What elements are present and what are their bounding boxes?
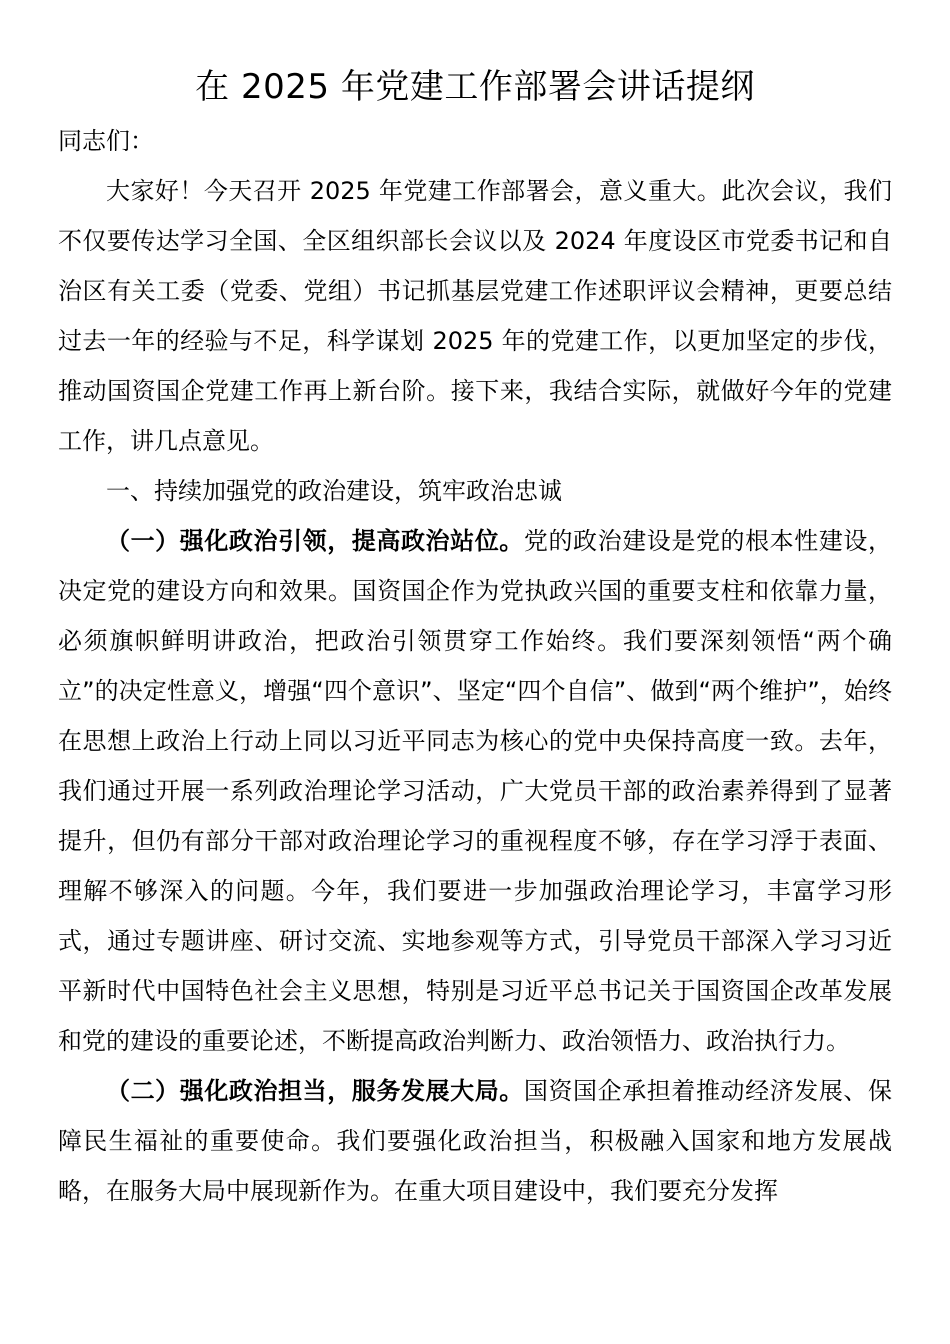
section-1-item-1-body: 党的政治建设是党的根本性建设，决定党的建设方向和效果。国资国企作为党执政兴国的重要支柱和依靠力量，必须旗帜鲜明讲政治，把政治引领贯穿工作始终。我们要深刻领悟“两个确立”的决定性意义，增强“四个意识”、坚定“四个自信”、做到“两个维护”，始终在思想上政治上行动上同以习近平同志为核心的党中央保持高度一致。去年，我们通过开展一系列政治理论学习活动，广大党员干部的政治素养得到了显著提升，但仍有部分干部对政治理论学习的重视程度不够，存在学习浮于表面、理解不够深入的问题。今年，我们要进一步加强政治理论学习，丰富学习形式，通过专题讲座、研讨交流、实地参观等方式，引导党员干部深入学习习近平新时代中国特色社会主义思想，特别是习近平总书记关于国资国企改革发展和党的建设的重要论述，不断提高政治判断力、政治领悟力、政治执行力。 bbox=[58, 527, 893, 1055]
section-1-item-2-body: 国资国企承担着推动经济发展、保障民生福祉的重要使命。我们要强化政治担当，积极融入国家和地方发展战略，在服务大局中展现新作为。在重大项目建设中，我们要充分发挥 bbox=[58, 1077, 893, 1205]
section-1-item-2-lead: （二）强化政治担当，服务发展大局。 bbox=[106, 1077, 524, 1105]
section-1-item-1-lead: （一）强化政治引领，提高政治站位。 bbox=[106, 527, 524, 555]
section-1-heading: 一、持续加强党的政治建设，筑牢政治忠诚 bbox=[106, 477, 562, 505]
document-title: 在 2025 年党建工作部署会讲话提纲 bbox=[195, 67, 755, 107]
intro-paragraph: 大家好！今天召开 2025 年党建工作部署会，意义重大。此次会议，我们不仅要传达学习全国、全区组织部长会议以及 2024 年度设区市党委书记和自治区有关工委（党委、党组）书记抓基层党建工作述职评议会精神，更要总结过去一年的经验与不足，科学谋划 2025 年的党建工作，以更加坚定的步伐，推动国资国企党建工作再上新台阶。接下来，我结合实际，就做好今年的党建工作，讲几点意见。 bbox=[58, 177, 892, 455]
salutation: 同志们： bbox=[58, 127, 154, 155]
section-1-item-2-paragraph bbox=[58, 1066, 892, 1216]
section-1-item-1-paragraph bbox=[58, 516, 892, 1066]
